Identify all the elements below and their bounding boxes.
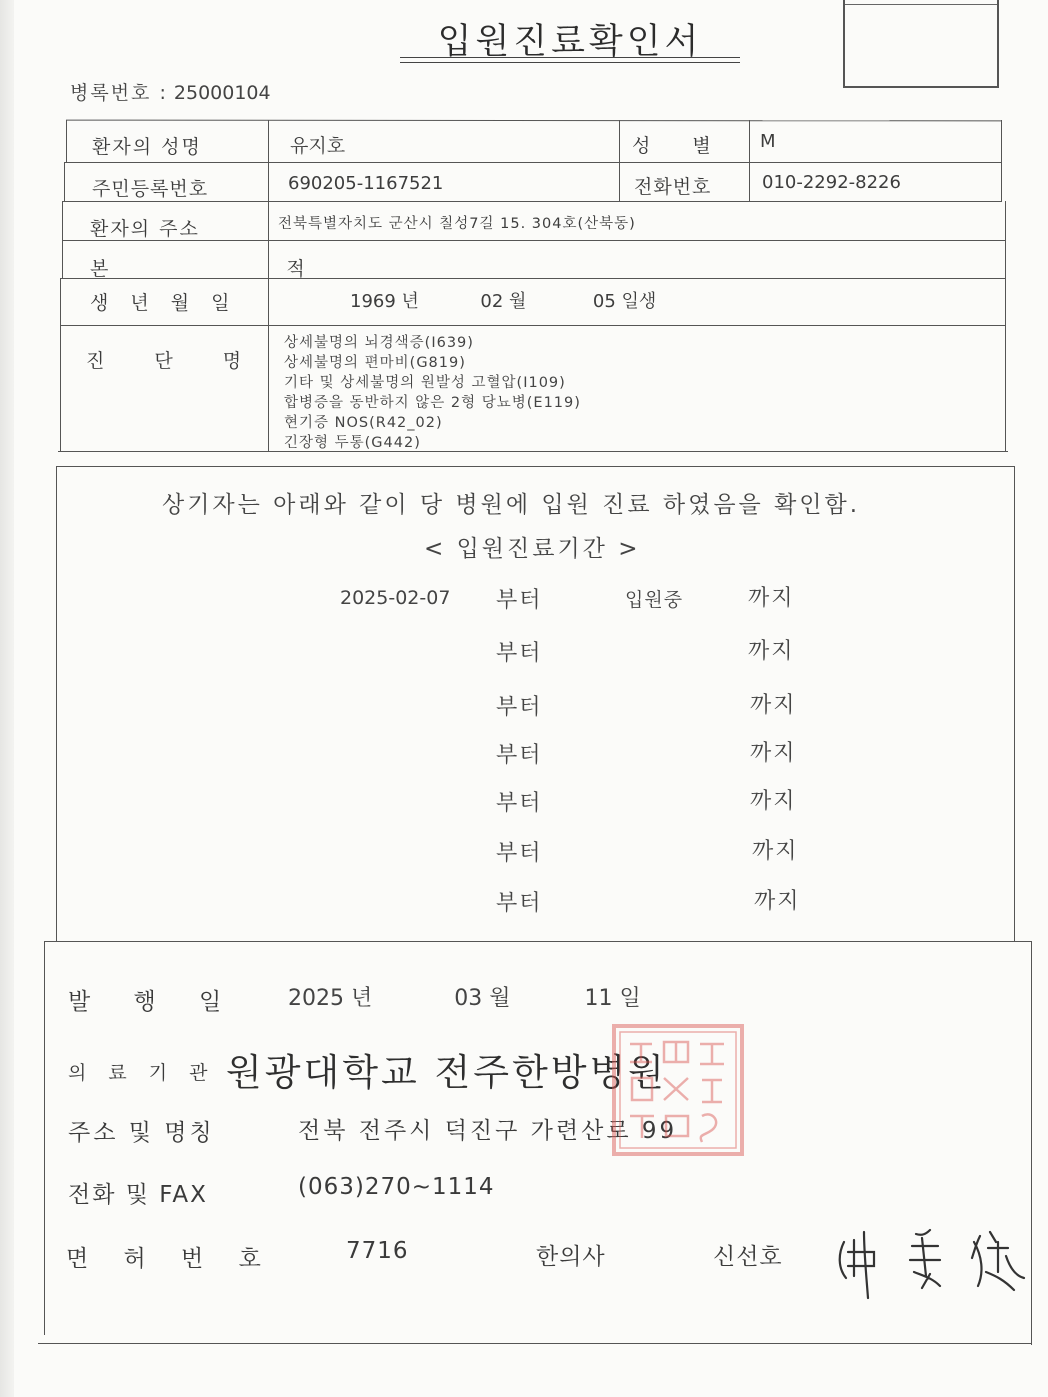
period-from-word: 부터 <box>496 641 543 666</box>
phone-value: 010-2292-8226 <box>762 172 901 193</box>
period-from-date: 2025-02-07 <box>340 587 451 609</box>
day-unit: 일생 <box>621 291 657 312</box>
birth-month: 02 <box>480 291 504 312</box>
period-from-word: 부터 <box>496 743 543 768</box>
period-to-word: 까지 <box>750 789 797 814</box>
period-to-word: 까지 <box>750 693 797 718</box>
record-number-value: 25000104 <box>173 82 271 104</box>
month-unit: 월 <box>509 291 527 312</box>
record-number <box>70 78 271 105</box>
birth-year: 1969 <box>350 291 396 312</box>
year-unit: 년 <box>401 291 419 312</box>
issue-date-label: 발 행 일 <box>68 989 240 1015</box>
phone-fax-value: (063)270~1114 <box>298 1174 495 1200</box>
issue-date <box>288 981 641 1012</box>
address-name-label: 주소 및 명칭 <box>68 1120 215 1146</box>
period-from-word: 부터 <box>496 891 543 916</box>
confirmation-statement: 상기자는 아래와 같이 당 병원에 입원 진료 하였음을 확인함. <box>162 492 861 518</box>
diagnosis-list <box>284 333 581 453</box>
phone-fax-label: 전화 및 FAX <box>68 1182 208 1208</box>
period-to-word: 까지 <box>748 639 795 664</box>
diagnosis-item: 긴장형 두통(G442) <box>284 435 421 451</box>
period-to-date: 입원중 <box>625 589 684 611</box>
diagnosis-item: 합병증을 동반하지 않은 2형 당뇨병(E119) <box>284 395 581 411</box>
origin-label: 본 적 <box>90 258 391 280</box>
doctor-title: 한의사 <box>536 1244 606 1270</box>
doctor-name: 신선호 <box>713 1244 783 1270</box>
institution-name: 원광대학교 전주한방병원 <box>226 1051 667 1094</box>
birth-date <box>350 287 656 313</box>
month-unit: 월 <box>489 986 511 1011</box>
period-heading: < 입원진료기간 > <box>424 536 641 562</box>
patient-name-label: 환자의 성명 <box>92 136 202 158</box>
period-to-word: 까지 <box>748 586 795 611</box>
period-to-word: 까지 <box>752 839 799 864</box>
birth-day: 05 <box>592 291 616 312</box>
birth-label: 생 년 월 일 <box>90 292 238 314</box>
title-underline <box>400 57 740 58</box>
diagnosis-item: 기타 및 상세불명의 원발성 고혈압(I109) <box>284 375 566 391</box>
document-title: 입원진료확인서 <box>437 22 703 62</box>
sex-value: M <box>760 131 776 152</box>
day-unit: 일 <box>619 986 641 1011</box>
approval-box <box>843 0 999 88</box>
address-label: 환자의 주소 <box>90 218 200 240</box>
issue-day: 11 <box>584 986 613 1011</box>
patient-name-value: 유지호 <box>290 135 346 157</box>
rrn-label: 주민등록번호 <box>92 178 209 200</box>
period-from-word: 부터 <box>496 791 543 816</box>
issue-year: 2025 <box>288 986 344 1011</box>
record-number-label: 병록번호 : <box>70 82 168 104</box>
rrn-value: 690205-1167521 <box>288 173 444 194</box>
phone-label: 전화번호 <box>634 176 712 198</box>
sex-label: 성 별 <box>632 135 729 157</box>
diagnosis-item: 상세불명의 편마비(G819) <box>284 355 466 371</box>
year-unit: 년 <box>351 986 373 1011</box>
page-edge-shadow <box>0 0 14 1397</box>
period-from-word: 부터 <box>496 695 543 720</box>
institution-label: 의 료 기 관 <box>68 1062 216 1084</box>
period-to-word: 까지 <box>754 889 801 914</box>
hospital-seal-stamp <box>608 1020 748 1160</box>
diagnosis-item: 상세불명의 뇌경색증(I639) <box>284 335 474 351</box>
license-number: 7716 <box>346 1238 409 1264</box>
diagnosis-item: 현기증 NOS(R42_02) <box>284 415 443 431</box>
address-value: 전북특별자치도 군산시 칠성7길 15. 304호(산북동) <box>278 216 636 232</box>
period-from-word: 부터 <box>496 588 543 613</box>
license-label: 면 허 번 호 <box>66 1246 275 1272</box>
period-from-word: 부터 <box>496 841 543 866</box>
issue-month: 03 <box>454 986 483 1011</box>
period-to-word: 까지 <box>750 741 797 766</box>
diagnosis-label: 진 단 명 <box>86 350 264 372</box>
institution-address: 전북 전주시 덕진구 가련산로 99 <box>298 1118 678 1144</box>
title-underline-2 <box>400 62 740 63</box>
doctor-signature <box>830 1212 1030 1307</box>
